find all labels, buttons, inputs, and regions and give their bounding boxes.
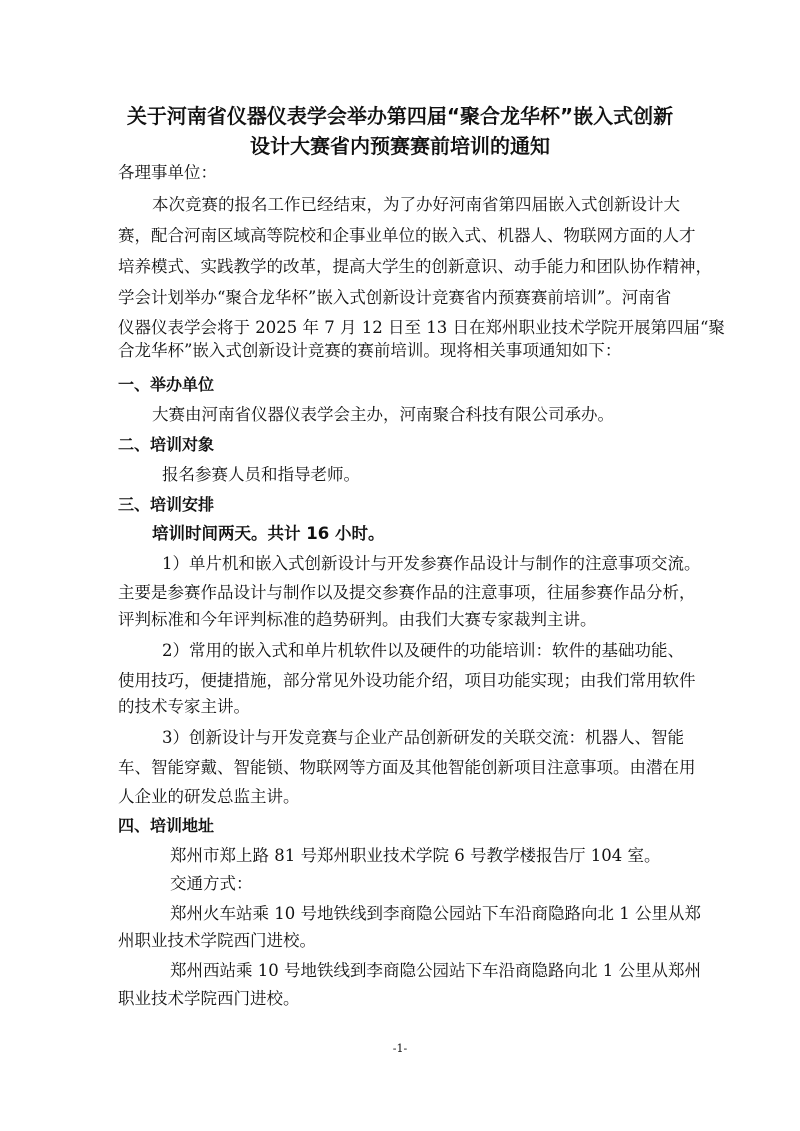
intro-line: 仪器仪表学会将于 2025 年 7 月 12 日至 13 日在郑州职业技术学院开展第四届“聚 <box>118 318 725 337</box>
schedule-item-2: 使用技巧，便捷措施，部分常见外设功能介绍，项目功能实现；由我们常用软件 <box>118 671 696 690</box>
transport-route-1: 郑州火车站乘 10 号地铁线到李商隐公园站下车沿商隐路向北 1 公里从郑 <box>170 904 701 923</box>
transport-label: 交通方式： <box>170 874 253 893</box>
schedule-summary: 培训时间两天。共计 16 小时。 <box>152 524 385 543</box>
intro-line: 学会计划举办“聚合龙华杯”嵌入式创新设计竞赛省内预赛赛前培训”。河南省 <box>118 288 672 307</box>
page-number: -1- <box>392 1042 408 1055</box>
title-line-1: 关于河南省仪器仪表学会举办第四届“聚合龙华杯”嵌入式创新 <box>126 104 674 128</box>
schedule-item-3: 车、智能穿戴、智能锁、物联网等方面及其他智能创新项目注意事项。由潜在用 <box>118 758 696 777</box>
title-line-2: 设计大赛省内预赛赛前培训的通知 <box>250 134 550 158</box>
section-heading-venue: 四、培训地址 <box>118 816 215 835</box>
intro-line: 培养模式、实践教学的改革，提高大学生的创新意识、动手能力和团队协作精神， <box>118 257 712 276</box>
schedule-item-2: 的技术专家主讲。 <box>118 697 250 716</box>
salutation: 各理事单位： <box>118 163 217 182</box>
schedule-item-1: 主要是参赛作品设计与制作以及提交参赛作品的注意事项，往届参赛作品分析， <box>118 583 696 602</box>
schedule-item-2: 2）常用的嵌入式和单片机软件以及硬件的功能培训：软件的基础功能、 <box>162 641 684 660</box>
intro-line: 本次竞赛的报名工作已经结束，为了办好河南省第四届嵌入式创新设计大 <box>152 195 680 214</box>
venue-address: 郑州市郑上路 81 号郑州职业技术学院 6 号教学楼报告厅 104 室。 <box>170 846 661 865</box>
schedule-item-3: 人企业的研发总监主讲。 <box>118 787 300 806</box>
organizer-text: 大赛由河南省仪器仪表学会主办，河南聚合科技有限公司承办。 <box>152 405 614 424</box>
schedule-item-1: 1）单片机和嵌入式创新设计与开发参赛作品设计与制作的注意事项交流。 <box>162 554 701 573</box>
transport-route-1: 州职业技术学院西门进校。 <box>118 931 316 950</box>
section-heading-audience: 二、培训对象 <box>118 435 215 454</box>
intro-line: 合龙华杯”嵌入式创新设计竞赛的赛前培训。现将相关事项通知如下： <box>118 341 622 360</box>
audience-text: 报名参赛人员和指导老师。 <box>162 465 360 484</box>
transport-route-2: 郑州西站乘 10 号地铁线到李商隐公园站下车沿商隐路向北 1 公里从郑州 <box>170 961 701 980</box>
transport-route-2: 职业技术学院西门进校。 <box>118 989 300 1008</box>
schedule-item-3: 3）创新设计与开发竞赛与企业产品创新研发的关联交流：机器人、智能 <box>162 728 684 747</box>
schedule-item-1: 评判标准和今年评判标准的趋势研判。由我们大赛专家裁判主讲。 <box>118 610 597 629</box>
section-heading-schedule: 三、培训安排 <box>118 495 215 514</box>
intro-line: 赛，配合河南区域高等院校和企事业单位的嵌入式、机器人、物联网方面的人才 <box>118 226 696 245</box>
section-heading-organizer: 一、举办单位 <box>118 375 215 394</box>
